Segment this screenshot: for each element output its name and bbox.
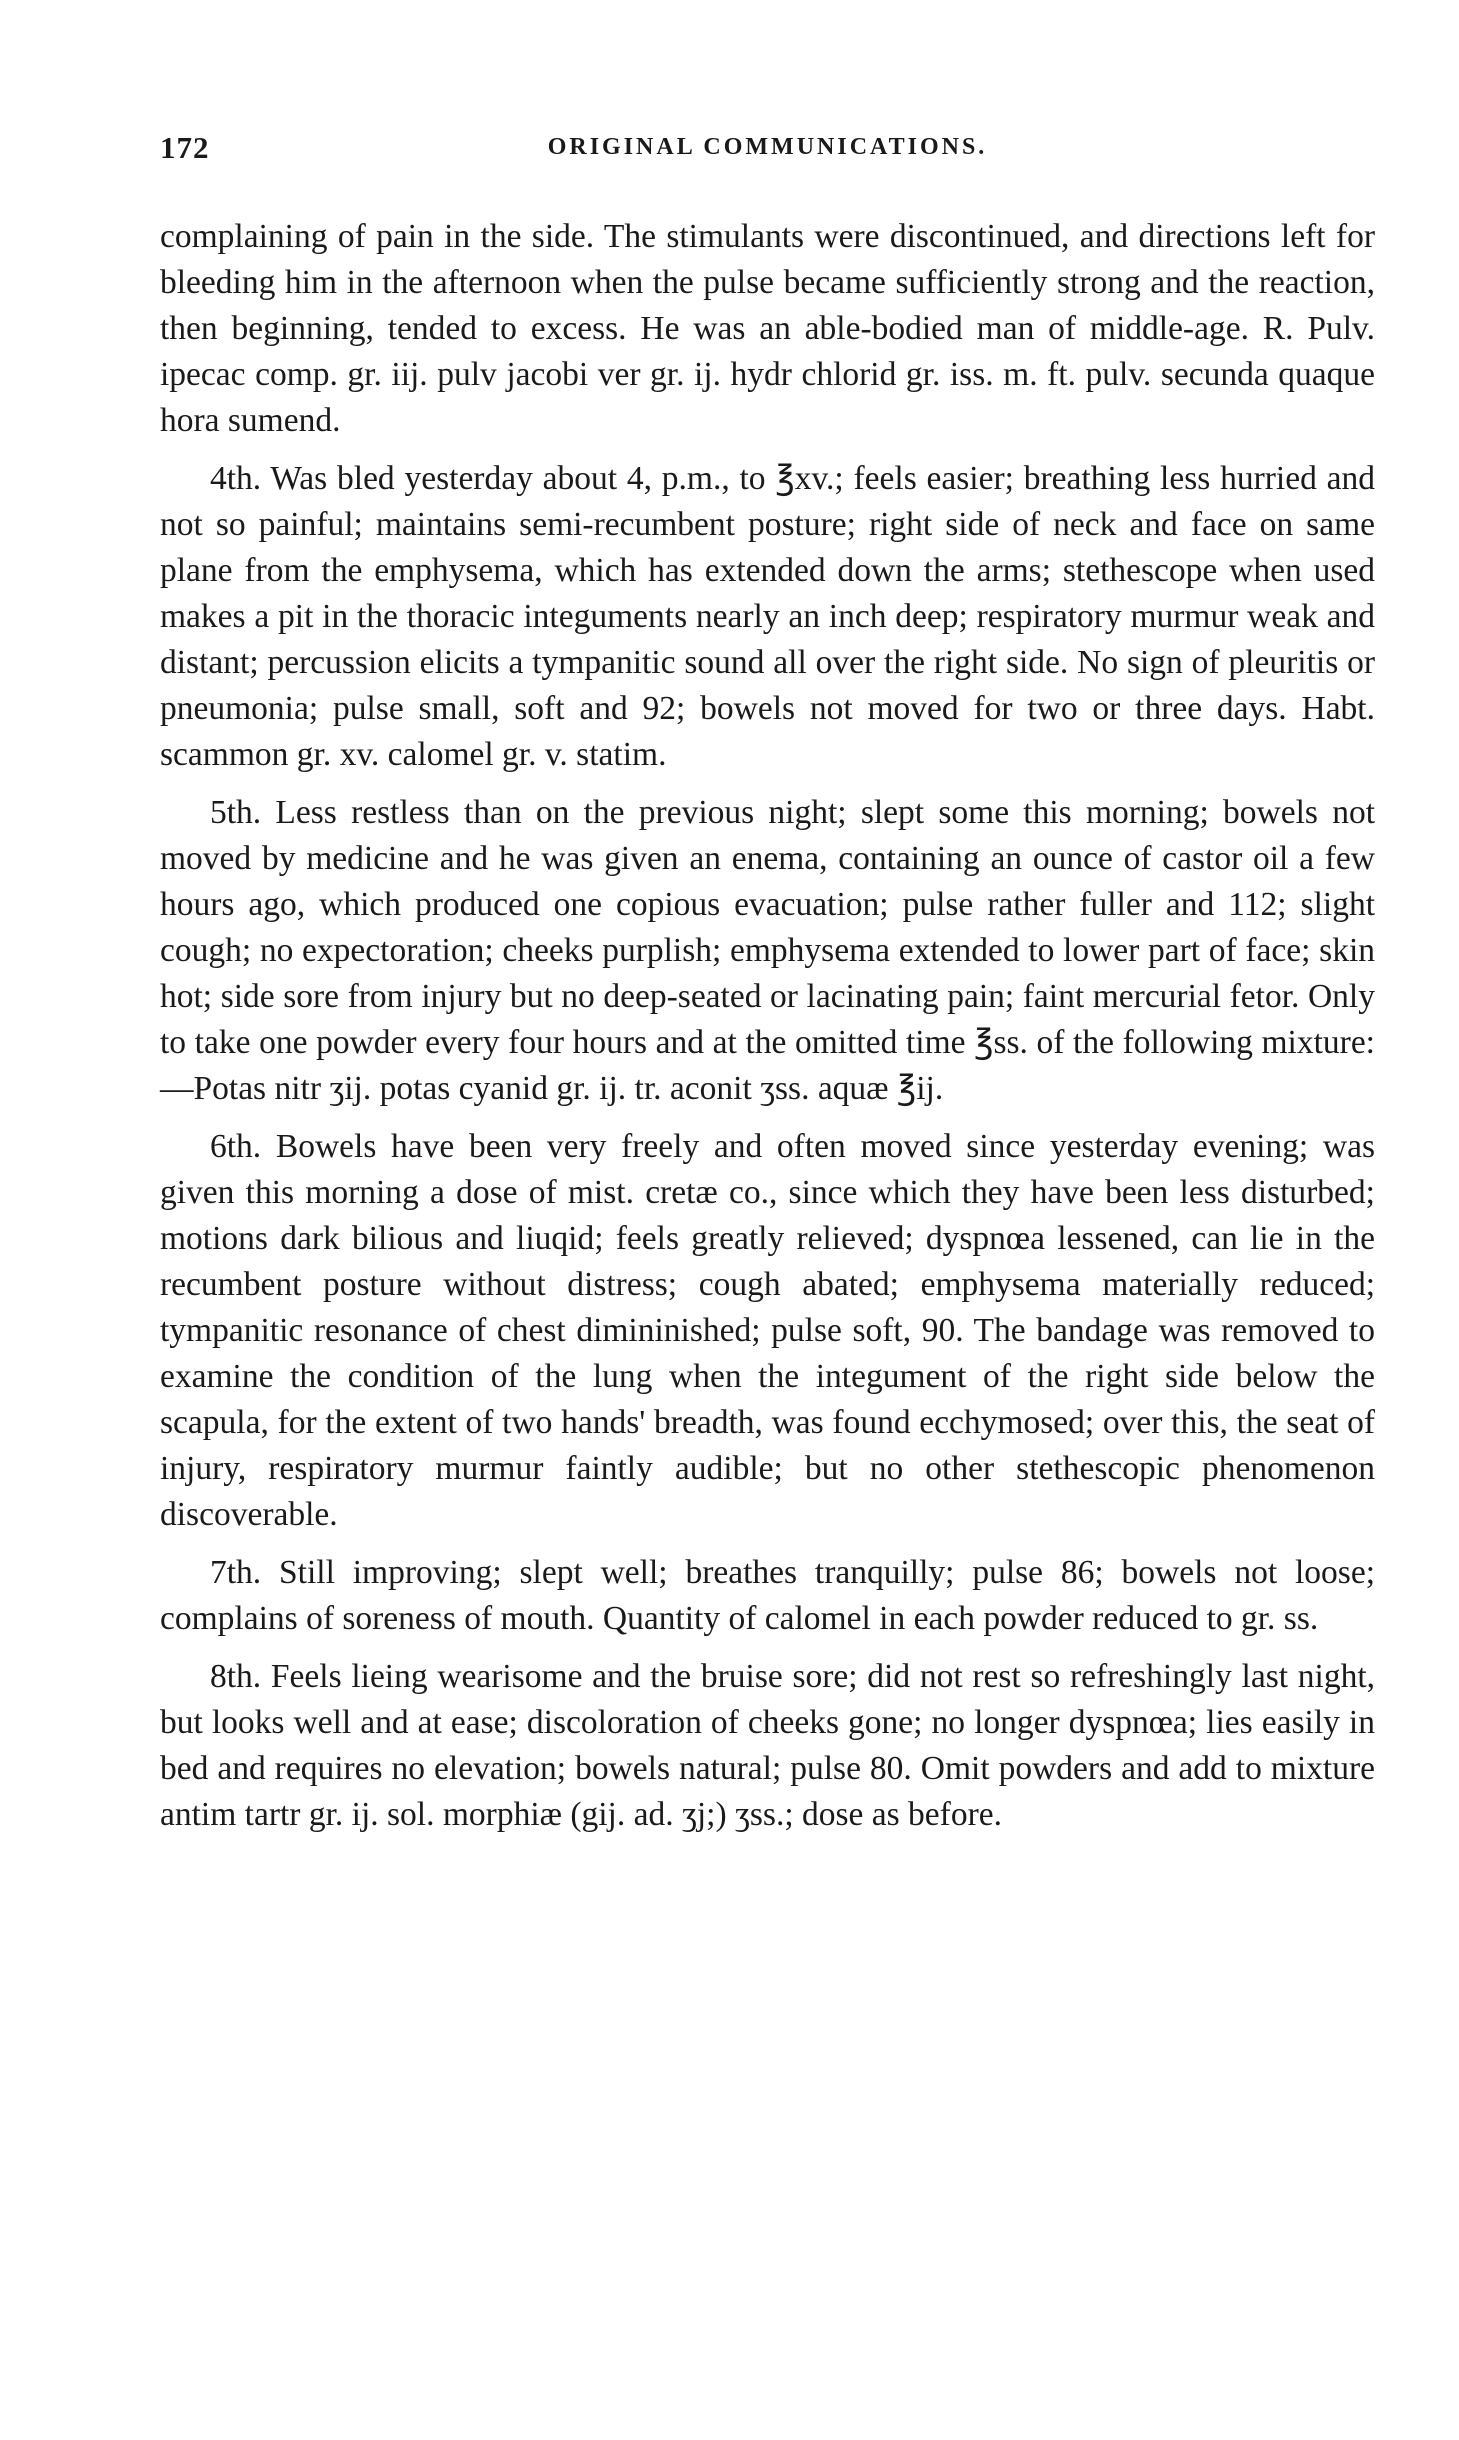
paragraph-day-8: 8th. Feels lieing wearisome and the bruise sore; did not rest so refreshingly last night, but looks well and at ease; discoloration of cheeks gone; no longer dyspnœa; lies easily in bed and requires no elevation; bowels natural; pulse 80. Omit powders and add to mixture antim tartr gr. ij. sol. morphiæ (gij. ad. ʒj;) ʒss.; dose as before.: [160, 1658, 1375, 1833]
running-title: ORIGINAL COMMUNICATIONS.: [547, 134, 988, 160]
paragraph-day-7: 7th. Still improving; slept well; breathes tranquilly; pulse 86; bowels not loose; complains of soreness of mouth. Quantity of calomel in each powder reduced to gr. ss.: [160, 1554, 1375, 1637]
paragraph-day-5: 5th. Less restless than on the previous night; slept some this morning; bowels not moved by medicine and he was given an enema, containing an ounce of castor oil a few hours ago, which produced one copious evacuation; pulse rather fuller and 112; slight cough; no expectoration; cheeks purplish; emphysema extended to lower part of face; skin hot; side sore from injury but no deep-seated or lacinating pain; faint mercurial fetor. Only to take one powder every four hours and at the omitted time ℥ss. of the following mixture:—Potas nitr ʒij. potas cyanid gr. ij. tr. aconit ʒss. aquæ ℥ij.: [160, 794, 1375, 1107]
document-page: [160, 130, 1375, 1838]
paragraph-continuation: complaining of pain in the side. The stimulants were discontinued, and directions left for bleeding him in the afternoon when the pulse became sufficiently strong and the reaction, then beginning, tended to excess. He was an able-bodied man of middle-age. R. Pulv. ipecac comp. gr. iij. pulv jacobi ver gr. ij. hydr chlorid gr. iss. m. ft. pulv. secunda quaque hora sumend.: [160, 218, 1375, 439]
running-head: [160, 130, 1375, 178]
page-number: 172: [160, 130, 210, 165]
paragraph-day-4: 4th. Was bled yesterday about 4, p.m., to ℥xv.; feels easier; breathing less hurried and not so painful; maintains semi-recumbent posture; right side of neck and face on same plane from the emphysema, which has extended down the arms; stethescope when used makes a pit in the thoracic integuments nearly an inch deep; respiratory murmur weak and distant; percussion elicits a tympanitic sound all over the right side. No sign of pleuritis or pneumonia; pulse small, soft and 92; bowels not moved for two or three days. Habt. scammon gr. xv. calomel gr. v. statim.: [160, 460, 1375, 773]
paragraph-day-6: 6th. Bowels have been very freely and often moved since yesterday evening; was given this morning a dose of mist. cretæ co., since which they have been less disturbed; motions dark bilious and liuqid; feels greatly relieved; dyspnœa lessened, can lie in the recumbent posture without distress; cough abated; emphysema materially reduced; tympanitic resonance of chest dimininished; pulse soft, 90. The bandage was removed to examine the condition of the lung when the integument of the right side below the scapula, for the extent of two hands' breadth, was found ecchymosed; over this, the seat of injury, respiratory murmur faintly audible; but no other stethescopic phenomenon discoverable.: [160, 1128, 1375, 1533]
